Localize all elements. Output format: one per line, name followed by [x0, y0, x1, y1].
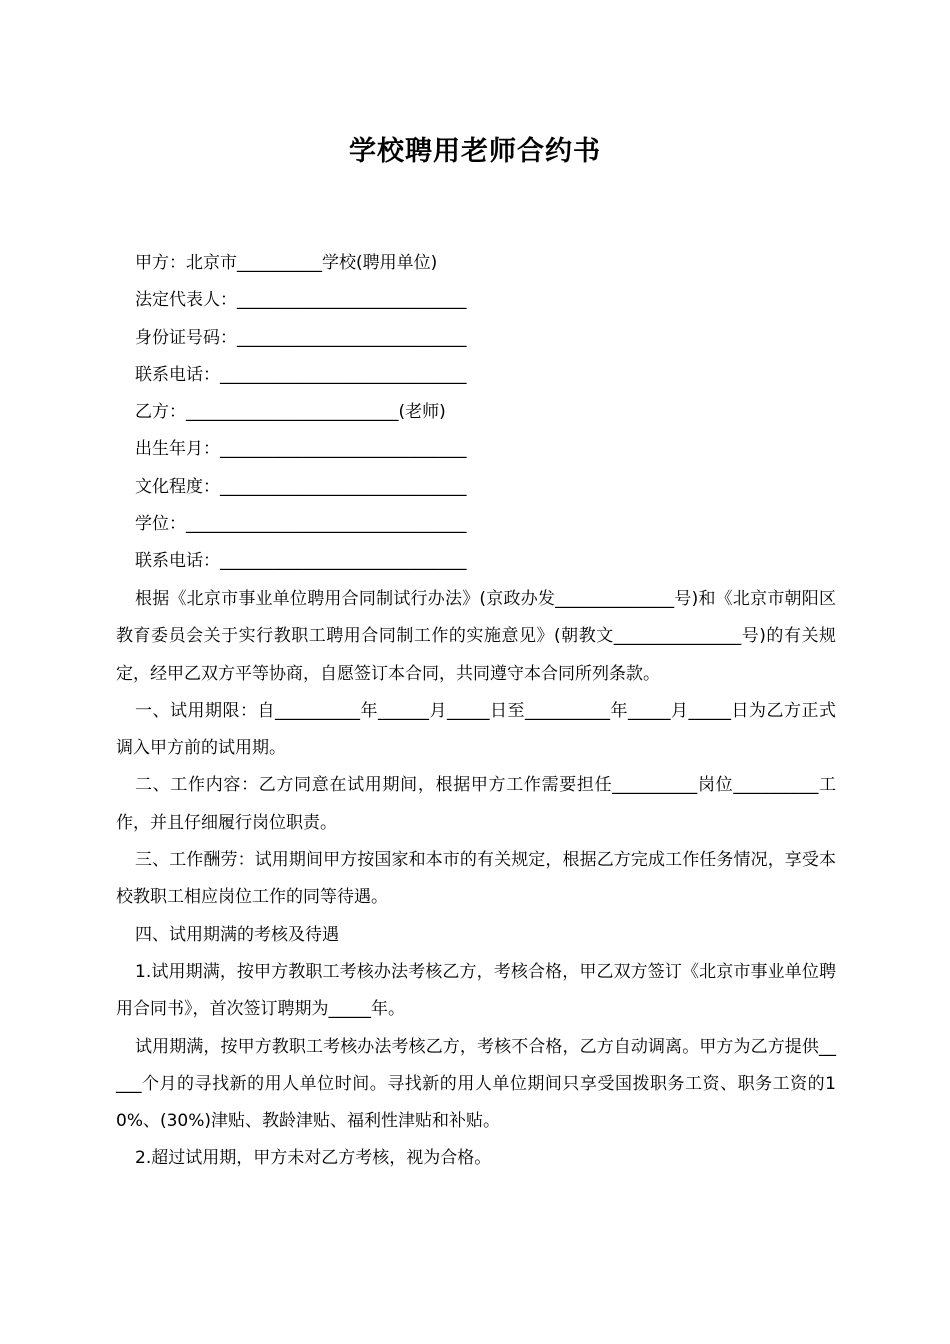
party-a-school-field: 甲方：北京市__________学校(聘用单位) — [135, 253, 438, 273]
document-title: 学校聘用老师合约书 — [349, 136, 601, 167]
party-a-phone-field: 联系电话：_____________________________ — [135, 364, 467, 385]
assessment-item-1: 1.试用期满，按甲方教职工考核办法考核乙方，考核合格，甲乙双方签订《北京市事业单位聘用合同书》，首次签订聘期为_____年。 — [116, 961, 836, 1020]
party-b-phone-field: 联系电话：_____________________________ — [135, 551, 467, 572]
party-info-fields — [135, 245, 835, 581]
remuneration-clause: 三、工作酬劳：试用期间甲方按国家和本市的有关规定，根据乙方完成工作任务情况，享受本校教职工相应岗位工作的同等待遇。 — [116, 850, 836, 908]
party-b-teacher-field: 乙方：_________________________(老师) — [135, 402, 446, 423]
probation-period-clause: 一、试用期限：自__________年______月_____日至__________年_____月_____日为乙方正式调入甲方前的试用期。 — [116, 700, 836, 759]
degree-field: 学位：_________________________________ — [135, 514, 467, 535]
assessment-item-2: 2.超过试用期，甲方未对乙方考核，视为合格。 — [135, 1148, 492, 1169]
id-number-field: 身份证号码：___________________________ — [135, 327, 467, 348]
birth-date-field: 出生年月：_____________________________ — [135, 439, 467, 460]
preamble-paragraph: 根据《北京市事业单位聘用合同制试行办法》(京政办发______________号)和《北京市朝阳区教育委员会关于实行教职工聘用合同制工作的实施意见》(朝教文_______________号)的有关规定，经甲乙双方平等协商，自愿签订本合同，共同遵守本合同所列条款。 — [116, 589, 836, 684]
work-content-clause: 二、工作内容：乙方同意在试用期间，根据甲方工作需要担任__________岗位__________工作，并且仔细履行岗位职责。 — [116, 775, 836, 833]
assessment-fail-paragraph: 试用期满，按甲方教职工考核办法考核乙方，考核不合格，乙方自动调离。甲方为乙方提供_____个月的寻找新的用人单位时间。寻找新的用人单位期间只享受国拨职务工资、职务工资的10%、(30%)津贴、教龄津贴、福利性津贴和补贴。 — [116, 1036, 836, 1132]
education-level-field: 文化程度：_____________________________ — [135, 476, 467, 497]
contract-body — [116, 581, 836, 1178]
legal-representative-field: 法定代表人：___________________________ — [135, 290, 467, 311]
assessment-heading: 四、试用期满的考核及待遇 — [135, 924, 339, 945]
